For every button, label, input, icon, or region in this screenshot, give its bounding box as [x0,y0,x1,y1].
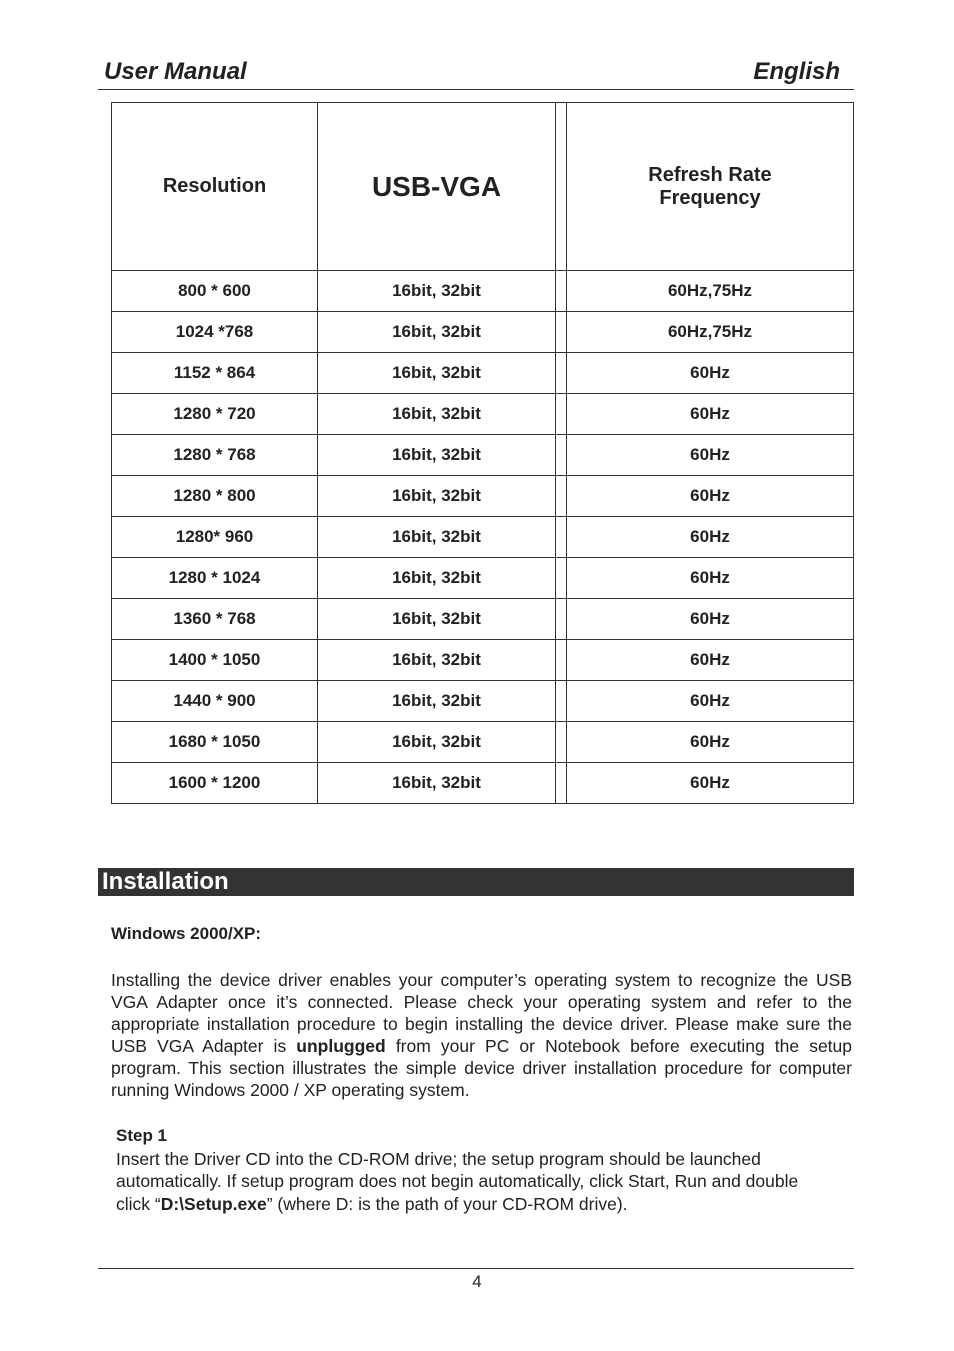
cell-color-depth: 16bit, 32bit [318,558,556,599]
para-bold-unplugged: unplugged [296,1036,386,1056]
para-text-2: from your PC or Notebook before executing the setup program. This section illustrates the simple device driver installation procedure for computer running Windows 2000 / XP operating system. [111,1036,853,1100]
table-row [112,476,854,517]
cell-refresh: 60Hz [567,599,854,640]
column-gap [556,558,567,599]
table-row [112,599,854,640]
cell-color-depth: 16bit, 32bit [318,353,556,394]
installation-paragraph [111,969,852,1101]
cell-refresh: 60Hz [567,517,854,558]
cell-resolution: 1152 * 864 [112,353,318,394]
column-gap [556,722,567,763]
cell-refresh: 60Hz [567,681,854,722]
cell-resolution: 1280 * 720 [112,394,318,435]
step-1 [116,1125,836,1215]
cell-color-depth: 16bit, 32bit [318,517,556,558]
column-gap [556,312,567,353]
cell-resolution: 1680 * 1050 [112,722,318,763]
table-row [112,681,854,722]
step-1-text-1: Insert the Driver CD into the CD-ROM drive; the setup program should be launched automatically. If setup program does not begin automatically, click Start, Run and double click “ [116,1148,799,1214]
page-number: 4 [472,1272,482,1291]
table-header-row [112,103,854,271]
cell-color-depth: 16bit, 32bit [318,271,556,312]
footer-divider [98,1268,854,1269]
header-refresh-line1: Refresh Rate [648,163,772,186]
table-row [112,517,854,558]
cell-color-depth: 16bit, 32bit [318,599,556,640]
table-row [112,271,854,312]
table-row [112,558,854,599]
header-resolution: Resolution [112,103,318,271]
cell-color-depth: 16bit, 32bit [318,722,556,763]
cell-color-depth: 16bit, 32bit [318,476,556,517]
cell-color-depth: 16bit, 32bit [318,640,556,681]
table-row [112,763,854,804]
cell-resolution: 1280* 960 [112,517,318,558]
table-row [112,640,854,681]
column-gap [556,640,567,681]
cell-refresh: 60Hz [567,558,854,599]
cell-refresh: 60Hz [567,394,854,435]
step-1-setup-path: D:\Setup.exe [160,1193,267,1214]
step-1-title: Step 1 [116,1126,168,1145]
table-row [112,435,854,476]
cell-resolution: 1280 * 768 [112,435,318,476]
table-row [112,394,854,435]
page-header [98,56,854,90]
cell-refresh: 60Hz [567,640,854,681]
table-row [112,722,854,763]
column-gap [556,763,567,804]
cell-refresh: 60Hz [567,435,854,476]
cell-resolution: 1360 * 768 [112,599,318,640]
cell-resolution: 1280 * 1024 [112,558,318,599]
header-title: User Manual [104,58,247,85]
cell-refresh: 60Hz,75Hz [567,271,854,312]
header-language: English [753,58,840,85]
windows-subheading: Windows 2000/XP: [111,924,262,943]
header-refresh-line2: Frequency [659,186,761,209]
cell-color-depth: 16bit, 32bit [318,394,556,435]
column-gap [556,517,567,558]
resolution-table [111,102,854,804]
cell-refresh: 60Hz [567,722,854,763]
column-gap [556,271,567,312]
column-gap [556,681,567,722]
cell-color-depth: 16bit, 32bit [318,312,556,353]
cell-resolution: 1400 * 1050 [112,640,318,681]
column-gap [556,394,567,435]
cell-refresh: 60Hz,75Hz [567,312,854,353]
table-row [112,353,854,394]
column-gap [556,599,567,640]
cell-refresh: 60Hz [567,476,854,517]
cell-color-depth: 16bit, 32bit [318,435,556,476]
step-1-body [116,1148,836,1216]
column-gap [556,353,567,394]
installation-section-title: Installation [98,868,854,896]
column-gap [556,476,567,517]
cell-color-depth: 16bit, 32bit [318,763,556,804]
cell-refresh: 60Hz [567,353,854,394]
header-product: USB-VGA [318,103,556,271]
cell-resolution: 1280 * 800 [112,476,318,517]
cell-refresh: 60Hz [567,763,854,804]
para-text-1: Installing the device driver enables your computer’s operating system to recognize the USB VGA Adapter once it’s connected. Please check your operating system and refer to the appropriate installation procedure to begin installing the device driver. Please make sure the USB VGA Adapter is [111,970,852,1056]
cell-resolution: 1024 *768 [112,312,318,353]
column-gap [556,435,567,476]
cell-resolution: 800 * 600 [112,271,318,312]
cell-color-depth: 16bit, 32bit [318,681,556,722]
cell-resolution: 1600 * 1200 [112,763,318,804]
cell-resolution: 1440 * 900 [112,681,318,722]
step-1-text-2: ” (where D: is the path of your CD-ROM drive). [266,1193,628,1214]
column-gap [556,103,567,271]
table-row [112,312,854,353]
header-refresh [567,103,854,271]
